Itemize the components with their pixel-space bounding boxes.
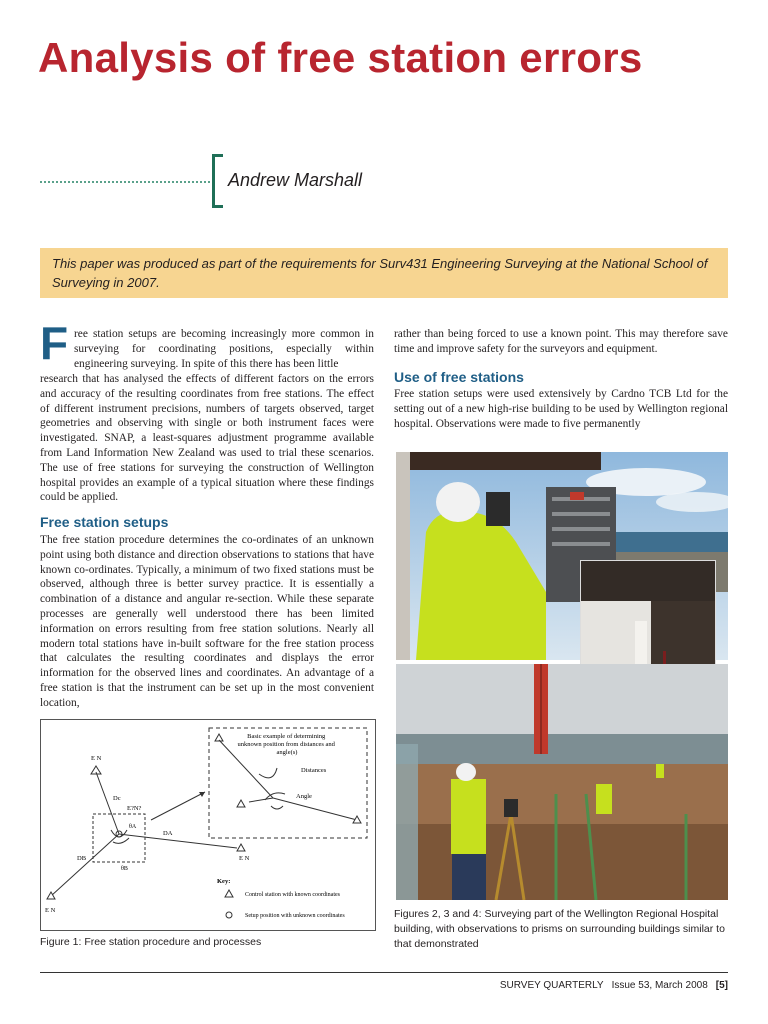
photos-caption: Figures 2, 3 and 4: Surveying part of the Wellington Regional Hospital building, with observations to prisms on surrounding buildings similar to that demonstrated [394, 908, 725, 950]
label-dc: Dc [113, 795, 121, 802]
key-circle-icon [226, 912, 232, 918]
photo-surveyors-site [396, 664, 728, 900]
author-name: Andrew Marshall [228, 170, 363, 190]
key-circle-label: Setup position with unknown coordinates [245, 913, 345, 919]
page-footer [40, 980, 728, 991]
section-heading-free-station-setups: Free station setups [40, 514, 169, 530]
inset-angle-arc-2 [271, 806, 283, 809]
abstract-box [40, 248, 728, 298]
inset-line-1 [219, 740, 273, 798]
abstract-text: This paper was produced as part of the requirements for Surv431 Engineering Surveying at the National School of Surveying in 2007. [52, 256, 708, 290]
intro-paragraph: research that has analysed the effects of different factors on the errors and accuracy of the resulting coordinates from free stations. The effect of different instrument precisions, numbers of targets observed, target geometries and observing with single or both instrument faces were investigated. SNAP, a least-squares adjustment programme available from Land Information New Zealand was used to trial these scenarios. The use of free stations for surveying the construction of Wellington hospital provides an example of a typical situation where these findings could be applied. [40, 373, 374, 504]
line-dc [96, 772, 119, 834]
label-theta-a: θA [129, 824, 137, 830]
inset-text: Basic example of determining unknown position from distances and angle(s) [237, 733, 335, 756]
key-triangle-label: Control station with known coordinates [245, 892, 340, 898]
label-en-top: E N [91, 755, 102, 762]
label-enq: E?N? [127, 805, 142, 812]
section-heading-use-of-free-stations: Use of free stations [394, 369, 524, 385]
footer-rule [40, 972, 728, 973]
inset-triangle-top [215, 734, 223, 741]
footer-page-number: [5] [715, 980, 728, 991]
key-title: Key: [217, 878, 231, 885]
drop-cap: F [40, 317, 69, 369]
inset-triangle-left [237, 800, 245, 807]
dotted-rule [40, 181, 210, 183]
angle-arc-b [113, 838, 129, 843]
footer-issue: Issue 53, March 2008 [611, 980, 708, 991]
footer-journal: SURVEY QUARTERLY [499, 980, 604, 991]
figure-1-caption: Figure 1: Free station procedure and processes [40, 936, 262, 948]
inset-line-2 [273, 798, 357, 820]
line-db [51, 834, 119, 896]
label-angle: Angle [296, 793, 312, 800]
label-distances: Distances [301, 767, 327, 774]
intro-first-lines: ree station setups are becoming increasingly more common in surveying for coordinating positions, especially within engineering surveying. In spite of this there has been little [74, 328, 374, 370]
label-en-bottom: E N [45, 907, 56, 914]
key-triangle-icon [225, 890, 233, 897]
line-da [119, 834, 237, 848]
setup-dashed-box [93, 814, 145, 862]
label-da: DA [163, 830, 173, 837]
label-en-right: E N [239, 855, 250, 862]
inset-line-3 [249, 798, 273, 802]
section-body-free-station-setups: The free station procedure determines the co-ordinates of an unknown point using both distance and direction observations to stations that have known co-ordinates. Typically, a minimum of two fixed stations must be observed, although three is better survey practice. It is essentially a combination of a distance and angular re-section. While these separate processes are generally well understood there has been limited information on errors resulting from free station solutions. Nearly all modern total stations have in-built software for the free station process that calculates the resulting coordinates and displays the error information for the observed lines and coordinates. An advantage of a free station is that the instrument can be set up in the most convenient location, [40, 534, 374, 709]
label-db: DB [77, 855, 87, 862]
figure-1-diagram [40, 719, 376, 931]
article-title: Analysis of free station errors [38, 34, 643, 81]
section-body-use-of-free-stations: Free station setups were used extensively by Cardno TCB Ltd for the setting out of a new high-rise building to be used by Wellington regional hospital. Observations were made to five permanently [394, 388, 728, 430]
control-station-right-icon [237, 844, 245, 851]
label-theta-b: θB [121, 866, 128, 872]
arrow-to-inset [151, 792, 205, 820]
inset-distance-arc [259, 768, 277, 778]
author-bracket [212, 154, 223, 208]
figure-1-svg [41, 720, 375, 930]
continuation-paragraph: rather than being forced to use a known point. This may therefore save time and improve safety for the surveyors and equipment. [394, 328, 728, 355]
